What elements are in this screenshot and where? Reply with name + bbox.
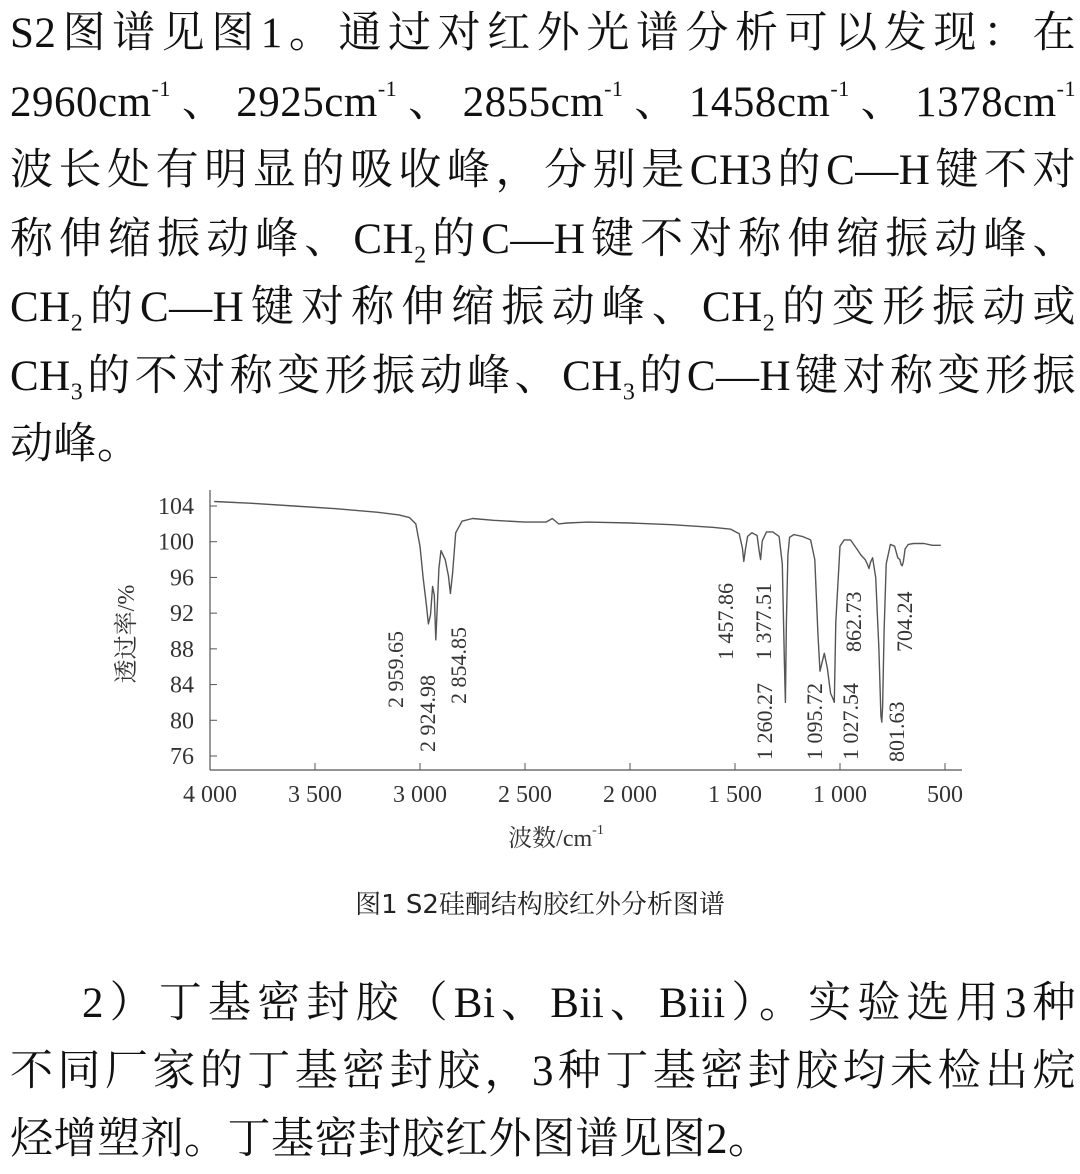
separator: 、 [397, 78, 463, 126]
separator: 、 [170, 78, 237, 126]
x-tick-label: 500 [927, 782, 963, 808]
peak-label: 1 260.27 [752, 683, 777, 760]
y-tick-label: 96 [170, 565, 194, 592]
x-tick-label: 2 000 [603, 782, 657, 808]
wavenumber-3: 1458cm [688, 78, 831, 126]
x-tick-label: 1 000 [813, 782, 867, 808]
wavenumber-4: 1378cm [915, 78, 1057, 126]
paragraph-1-line-2 [10, 69, 1076, 138]
spectrum-line [214, 502, 941, 723]
paragraph-1-line-4: 称伸缩振动峰、$CH_2$的C—H键不对称伸缩振动峰、 [10, 215, 1077, 269]
paragraph-2-line-2: 不同厂家的丁基密封胶，3种丁基密封胶均未检出烷 [10, 1048, 1076, 1095]
separator: 、 [623, 78, 689, 126]
peak-label: 1 377.51 [751, 583, 776, 660]
x-tick-label: 3 500 [288, 782, 342, 808]
paragraph-1-line-3: 波长处有明显的吸收峰，分别是CH3的C—H键不对 [10, 147, 1076, 194]
peak-label: 2 924.98 [415, 675, 440, 752]
paragraph-1 [10, 0, 1076, 480]
paragraph-2 [10, 970, 1076, 1174]
peak-label: 862.73 [841, 591, 866, 652]
wavenumber-unit-exponent: -1 [604, 76, 624, 102]
y-axis-label: 透过率/% [114, 584, 140, 684]
peak-label: 1 095.72 [802, 683, 827, 760]
wavenumber-0: 2960cm [10, 78, 152, 126]
wavenumber-unit-exponent: -1 [1056, 76, 1076, 102]
y-tick-label: 88 [170, 636, 194, 663]
paragraph-2-line-1: 2）丁基密封胶（Bi、Bii、Biii）。实验选用3种 [82, 980, 1076, 1027]
peak-label: 1 457.86 [713, 583, 738, 660]
ir-spectrum-chart [0, 470, 1080, 875]
peak-label: 2 959.65 [383, 631, 408, 708]
wavenumber-2: 2855cm [462, 78, 605, 126]
x-tick-label: 1 500 [708, 782, 762, 808]
wavenumber-unit-exponent: -1 [151, 76, 171, 102]
x-tick-label: 4 000 [183, 782, 237, 808]
peak-label: 704.24 [892, 591, 917, 652]
x-axis-label: 波数$/cm^{-1}$ [508, 823, 604, 852]
paragraph-2-line-3: 烃增塑剂。丁基密封胶红外图谱见图2。 [10, 1116, 772, 1163]
paragraph-1-line-1: S2图谱见图1。通过对红外光谱分析可以发现：在 [10, 10, 1076, 57]
wavenumber-unit-exponent: -1 [830, 76, 850, 102]
wavenumber-unit-exponent: -1 [377, 76, 398, 102]
y-tick-label: 104 [158, 494, 194, 520]
figure-caption: 图1 S2硅酮结构胶红外分析图谱 [355, 890, 725, 920]
y-tick-label: 92 [170, 601, 194, 628]
separator: 、 [849, 78, 916, 126]
paragraph-1-line-5: $CH_2$的C—H键对称伸缩振动峰、$CH_2$的变形振动或 [10, 284, 1077, 337]
peak-label: 2 854.85 [446, 627, 471, 704]
peak-label: 801.63 [884, 701, 909, 762]
y-tick-label: 84 [170, 672, 194, 699]
y-tick-label: 76 [170, 744, 194, 770]
y-tick-label: 80 [170, 708, 194, 735]
peak-label: 1 027.54 [838, 683, 863, 760]
y-tick-label: 100 [158, 529, 194, 556]
x-tick-label: 3 000 [393, 782, 447, 808]
wavenumber-1: 2925cm [236, 78, 378, 126]
paragraph-1-line-6: $CH_3$的不对称变形振动峰、$CH_3$的C—H键对称变形振 [10, 352, 1077, 406]
x-tick-label: 2 500 [498, 782, 552, 808]
paragraph-1-line-7: 动峰。 [10, 421, 141, 468]
